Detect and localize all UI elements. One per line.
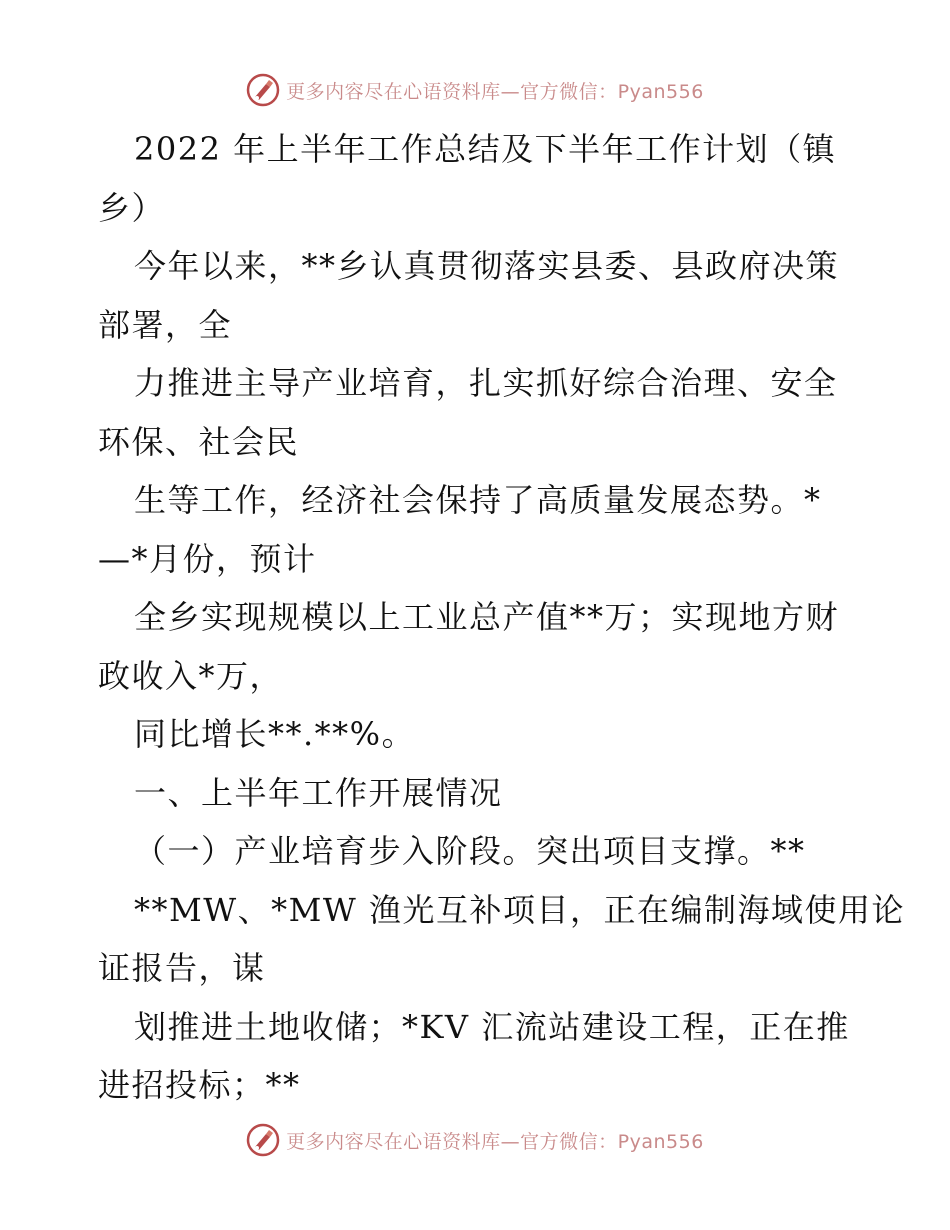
footer-watermark: [0, 1118, 950, 1162]
doc-line-7: 生等工作，经济社会保持了高质量发展态势。*: [134, 481, 822, 519]
doc-line-15: 证报告，谋: [98, 949, 266, 987]
doc-line-13: （一）产业培育步入阶段。突出项目支撑。**: [134, 832, 806, 870]
doc-line-9: 全乡实现规模以上工业总产值**万；实现地方财: [134, 598, 840, 636]
doc-line-8: —*月份，预计: [98, 539, 317, 578]
watermark-text: 更多内容尽在心语资料库—官方微信：Pyan556: [286, 80, 704, 103]
doc-line-11: 同比增长**.**%。: [134, 715, 416, 753]
section-heading: 一、上半年工作开展情况: [134, 773, 503, 812]
doc-line-3: 今年以来，**乡认真贯彻落实县委、县政府决策: [134, 247, 840, 285]
pen-logo-icon: [246, 73, 280, 107]
pen-logo-icon: [246, 1123, 280, 1157]
watermark-text: 更多内容尽在心语资料库—官方微信：Pyan556: [286, 1130, 704, 1153]
doc-line-4: 部署，全: [98, 305, 233, 344]
doc-line-14: **MW、*MW 渔光互补项目，正在编制海域使用论: [134, 890, 905, 929]
doc-line-10: 政收入*万，: [98, 656, 284, 695]
header-watermark: [0, 68, 950, 112]
document-body: [98, 120, 905, 1115]
doc-line-5: 力推进主导产业培育，扎实抓好综合治理、安全: [134, 364, 838, 402]
doc-line-6: 环保、社会民: [98, 422, 300, 461]
doc-line-17: 进招投标；**: [98, 1066, 301, 1104]
doc-line-1: 2022 年上半年工作总结及下半年工作计划（镇: [134, 130, 837, 168]
doc-line-2: 乡）: [98, 188, 166, 227]
doc-line-16: 划推进土地收储；*KV 汇流站建设工程，正在推: [134, 1007, 850, 1046]
